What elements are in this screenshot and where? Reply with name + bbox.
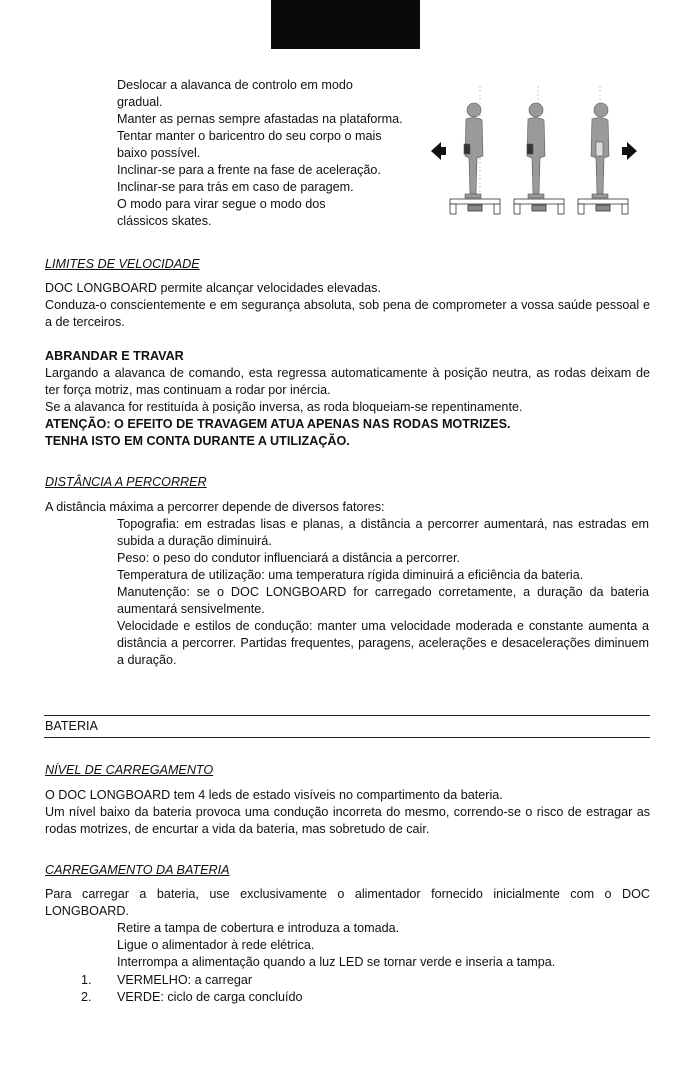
list-item: Ligue o alimentador à rede elétrica. (117, 938, 315, 952)
list-item: gradual. (117, 95, 163, 109)
charging-intro: Para carregar a bateria, use exclusivamente o alimentador fornecido inicialmente com o DOC LONGBOARD. (45, 887, 650, 918)
charging-steps-list (117, 920, 649, 971)
list-item (81, 989, 641, 1006)
list-item: O modo para virar segue o modo dos (117, 197, 326, 211)
distance-heading: DISTÂNCIA A PERCORRER (45, 475, 207, 489)
distance-factors-list (117, 516, 649, 669)
braking-warning-1: ATENÇÃO: O EFEITO DE TRAVAGEM ATUA APENAS NAS RODAS MOTRIZES. (45, 417, 511, 431)
list-item: Manutenção: se o DOC LONGBOARD for carregado corretamente, a duração da bateria aumentará sensivelmente. (117, 585, 649, 616)
distance-intro: A distância máxima a percorrer depende de diversos fatores: (45, 500, 385, 514)
charge-level-heading: NÍVEL DE CARREGAMENTO (45, 763, 214, 777)
charge-level-paragraph-2: Um nível baixo da bateria provoca uma condução incorreta do mesmo, correndo-se o risco de estragar as rodas motrizes, de encurtar a vida da bateria, mas sobretudo de cair. (45, 805, 650, 836)
speed-paragraph-1: DOC LONGBOARD permite alcançar velocidades elevadas. (45, 281, 381, 295)
braking-heading: ABRANDAR E TRAVAR (45, 349, 184, 363)
list-item: Interrompa a alimentação quando a luz LED se tornar verde e inseria a tampa. (117, 955, 556, 969)
list-item: Velocidade e estilos de condução: manter uma velocidade moderada e constante aumenta a distância a percorrer. Partidas frequentes, paragens, acelerações e desacelerações diminuem a duração. (117, 619, 649, 667)
list-item: Manter as pernas sempre afastadas na plataforma. (117, 112, 403, 126)
speed-limits-heading: LIMITES DE VELOCIDADE (45, 257, 200, 271)
arrow-right-icon (622, 142, 637, 160)
list-item: Inclinar-se para a frente na fase de aceleração. (117, 163, 381, 177)
led-status-list (81, 972, 641, 1006)
charging-heading: CARREGAMENTO DA BATERIA (45, 863, 230, 877)
list-item: Topografia: em estradas lisas e planas, a distância a percorrer aumentará, nas estradas em subida a duração diminuirá. (117, 517, 649, 548)
battery-section-bar (44, 715, 650, 738)
longboard (450, 199, 628, 214)
riding-tips-list (117, 77, 417, 230)
list-item: Inclinar-se para trás em caso de paragem. (117, 180, 354, 194)
list-item (81, 972, 641, 989)
charge-level-paragraph-1: O DOC LONGBOARD tem 4 leds de estado visíveis no compartimento da bateria. (45, 788, 503, 802)
led-status-green: VERDE: ciclo de carga concluído (117, 990, 303, 1004)
arrow-left-icon (431, 142, 446, 160)
list-number: 1. (81, 973, 92, 987)
list-number: 2. (81, 990, 92, 1004)
list-item: clássicos skates. (117, 214, 212, 228)
braking-paragraph-2: Se a alavanca for restituída à posição inversa, as roda bloqueiam-se repentinamente. (45, 400, 523, 414)
led-status-red: VERMELHO: a carregar (117, 973, 253, 987)
list-item: Deslocar a alavanca de controlo em modo (117, 78, 353, 92)
rider-figure (527, 103, 545, 198)
list-item: Retire a tampa de cobertura e introduza a tomada. (117, 921, 400, 935)
list-item: Peso: o peso do condutor influenciará a distância a percorrer. (117, 551, 461, 565)
battery-section-title: BATERIA (45, 719, 98, 733)
braking-paragraph-1: Largando a alavanca de comando, esta regressa automaticamente à posição neutra, as rodas deixam de ter força motriz, mas continuam a rodar por inércia. (45, 366, 650, 397)
list-item: baixo possível. (117, 146, 201, 160)
speed-paragraph-2: Conduza-o conscientemente e em segurança absoluta, sob pena de comprometer a vossa saúde pessoal e a de terceiros. (45, 298, 650, 329)
list-item: Temperatura de utilização: uma temperatura rígida diminuirá a eficiência da bateria. (117, 568, 584, 582)
list-item: Tentar manter o baricentro do seu corpo o mais (117, 129, 382, 143)
braking-warning-2: TENHA ISTO EM CONTA DURANTE A UTILIZAÇÃO. (45, 434, 350, 448)
page-header-tab (271, 0, 420, 49)
riding-posture-illustration (428, 84, 650, 220)
rider-figure (591, 103, 609, 198)
